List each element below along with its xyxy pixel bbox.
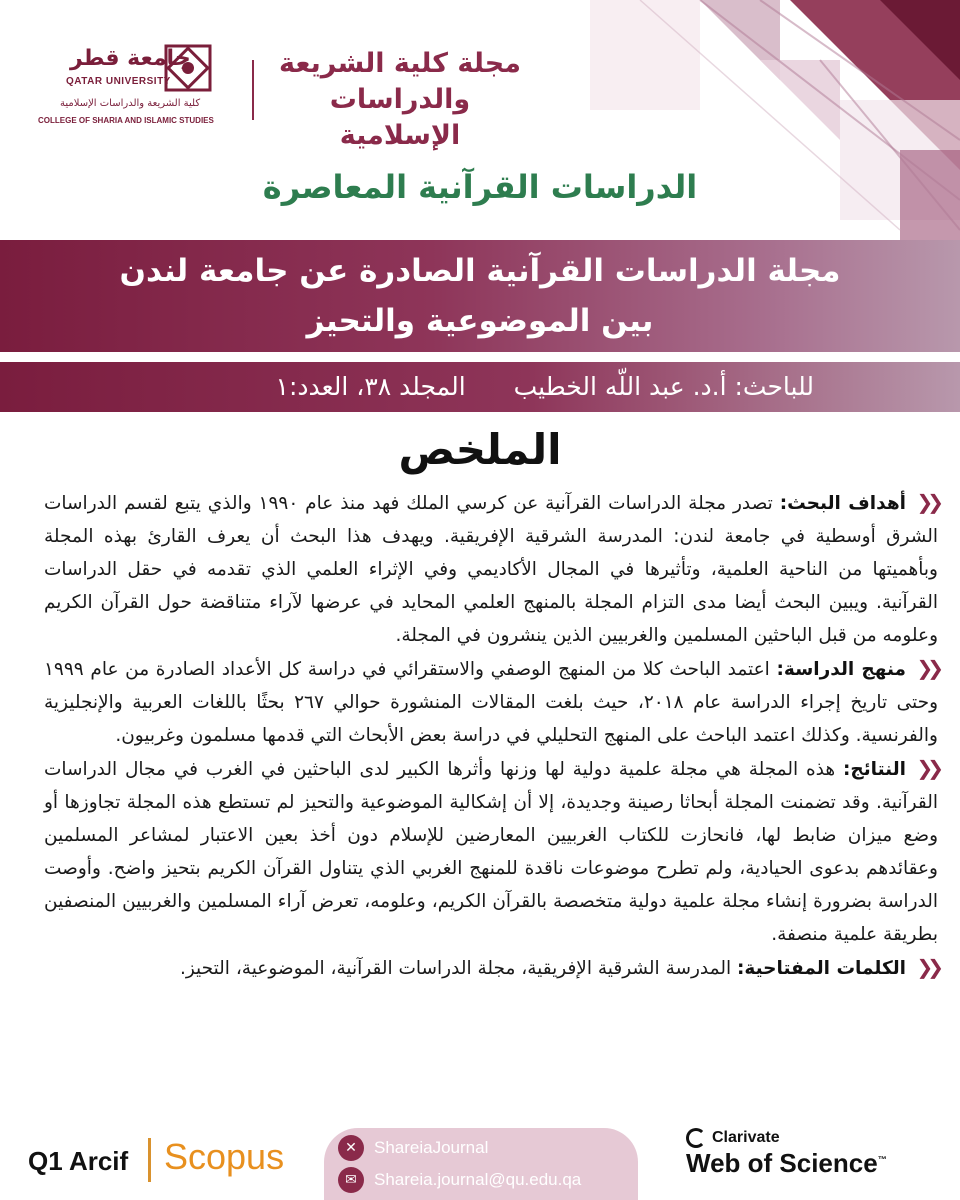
journal-name-line2: والدراسات الإسلامية — [329, 84, 471, 151]
clarivate-text: Clarivate — [712, 1129, 780, 1146]
x-twitter-icon: ✕ — [338, 1135, 364, 1161]
paragraph-text: المدرسة الشرقية الإفريقية، مجلة الدراسات القرآنية، الموضوعية، التحيز. — [179, 958, 732, 979]
abstract-paragraph-results — [44, 752, 938, 951]
paragraph-label: الكلمات المفتاحية: — [737, 958, 906, 979]
page-header — [0, 30, 960, 151]
trademark: ™ — [877, 1154, 887, 1165]
abstract-paragraph-method — [44, 652, 938, 752]
email-link[interactable] — [338, 1166, 581, 1194]
university-name-en: QATAR UNIVERSITY — [66, 76, 171, 87]
college-name-en: COLLEGE OF SHARIA AND ISLAMIC STUDIES — [38, 116, 214, 125]
qatar-university-logo — [30, 40, 230, 130]
section-title: الدراسات القرآنية المعاصرة — [262, 168, 698, 206]
journal-name-line1: مجلة كلية الشريعة — [279, 48, 521, 79]
web-of-science-text — [686, 1148, 936, 1179]
college-name-ar: كلية الشريعة والدراسات الإسلامية — [60, 98, 201, 109]
header-divider — [252, 60, 254, 120]
clarivate-mark-icon — [686, 1128, 706, 1148]
author-band — [0, 362, 960, 412]
abstract-heading: الملخص — [398, 425, 562, 474]
abstract-paragraph-keywords — [44, 951, 938, 985]
article-title-line1: مجلة الدراسات القرآنية الصادرة عن جامعة لندن — [119, 253, 841, 289]
abstract-paragraph-objectives — [44, 486, 938, 652]
author-name: للباحث: أ.د. عبد اللّه الخطيب — [513, 372, 814, 401]
scopus-logo: Scopus — [164, 1136, 285, 1177]
article-title-line2: بين الموضوعية والتحيز — [306, 303, 654, 339]
paragraph-text: هذه المجلة هي مجلة علمية دولية لها وزنها وأثرها الكبير لدى الباحثين في الغرب في مجال الدراسات القرآنية. وقد تضمنت المجلة أبحاثا رصينة وجديدة، إلا أن إشكالية الموضوعية والتحيز لم تستطع هذه المجلة تجاوزها أو وضع ميزان ضابط لها، فانحازت للكتاب الغربيين المعارضين للإسلام دون أخذ بعين الاعتبار لمشاعر المسلمين وعقائدهم بدعوى الحيادية، ولم تطرح موضوعات ناقدة للمنهج الغربي الذي يتناول القرآن الكريم بتحيز واضح. وأوصت الدراسة بضرورة إنشاء مجلة علمية دولية متخصصة بالقرآن الكريم، وعلومه، تعرض آراء المسلمين والغربيين المنصفين بطريقة علمية منصفة. — [44, 759, 938, 945]
journal-name — [270, 46, 530, 154]
abstract-body — [44, 486, 938, 985]
university-name-ar: جامعة قطر — [70, 46, 191, 71]
volume-issue: المجلد ٣٨، العدد:١ — [275, 372, 466, 401]
chevron-bullet-icon: ❮❮ — [916, 490, 938, 514]
clarivate-brand — [686, 1128, 936, 1148]
footer-separator — [148, 1138, 151, 1182]
twitter-handle: ShareiaJournal — [374, 1138, 489, 1157]
chevron-bullet-icon: ❮❮ — [916, 955, 938, 979]
clarivate-logo — [686, 1128, 936, 1179]
paragraph-text: اعتمد الباحث كلا من المنهج الوصفي والاستقرائي في دراسة كل الأعداد الصادرة من عام ١٩٩٩ وحتى تاريخ إجراء الدراسة عام ٢٠١٨، حيث بلغت المقالات المنشورة حوالي ٢٦٧ بحثًا باللغات العربية والإنجليزية والفرنسية. وكذلك اعتمد الباحث على المنهج التحليلي في دراسة بعض الأبحاث التي قدمها مسلمون وغربيون. — [44, 659, 938, 746]
paragraph-label: منهج الدراسة: — [776, 659, 906, 680]
arcif-badge: Q1 Arcif — [28, 1146, 129, 1176]
twitter-link[interactable] — [338, 1134, 488, 1162]
article-title-band — [0, 240, 960, 352]
page-footer — [0, 1128, 960, 1200]
paragraph-label: أهداف البحث: — [779, 493, 906, 514]
email-address: Shareia.journal@qu.edu.qa — [374, 1170, 582, 1189]
mail-icon: ✉ — [338, 1167, 364, 1193]
chevron-bullet-icon: ❮❮ — [916, 756, 938, 780]
paragraph-text: تصدر مجلة الدراسات القرآنية عن كرسي الملك فهد منذ عام ١٩٩٠ والذي يتبع لقسم الدراسات الشرق أوسطية في جامعة لندن: المدرسة الشرقية الإفريقية. ويهدف هذا البحث أن يعرف القارئ بهذه المجلة وبأهميتها من الناحية العلمية، وتأثيرها في المجال الأكاديمي وفي الإثراء العلمي الذي تقدمه في حقل الدراسات القرآنية. ويبين البحث أيضا مدى التزام المجلة بالمنهج العلمي المحايد في عرضها لآراء متناقضة حول القرآن الكريم وعلومه من قبل الباحثين المسلمين والغربيين الذين ينشرون في المجلة. — [44, 493, 938, 646]
chevron-bullet-icon: ❮❮ — [916, 656, 938, 680]
contact-panel — [324, 1128, 638, 1200]
paragraph-label: النتائج: — [842, 759, 906, 780]
wos-label: Web of Science — [686, 1148, 878, 1178]
